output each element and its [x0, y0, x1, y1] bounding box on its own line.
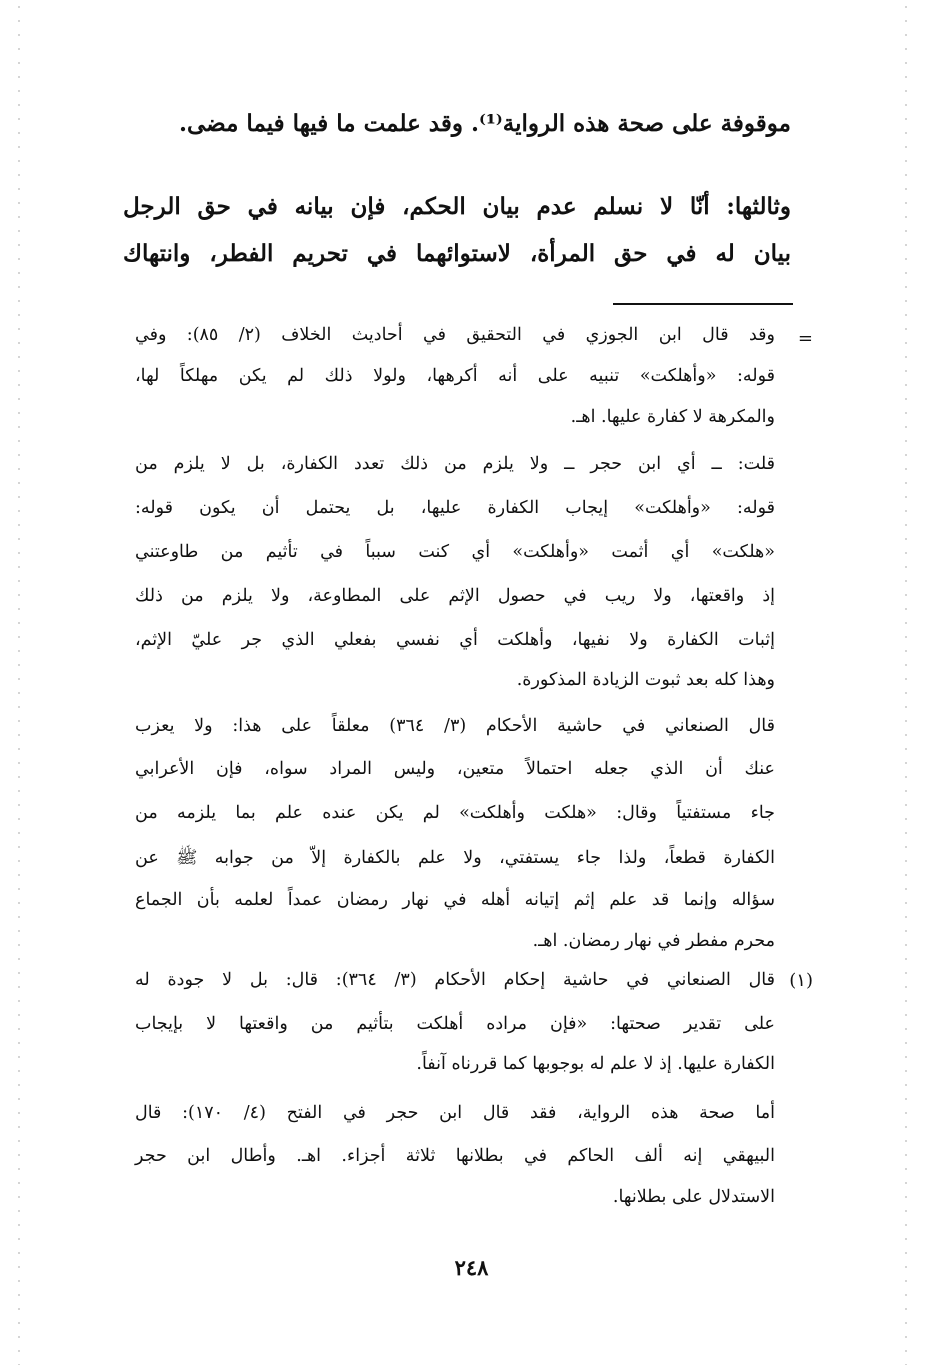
footnote-1-line: قال الصنعاني في حاشية إحكام الأحكام (٣/ ٣٦٤): قال: بل لا جودة له: [135, 970, 775, 990]
footnote-line: قلت: ــ أي ابن حجر ــ ولا يلزم من ذلك تعدد الكفارة، بل لا يلزم من: [135, 454, 775, 474]
footnote-line: قوله: «وأهلكت» إيجاب الكفارة عليها، بل يحتمل أن يكون قوله:: [135, 498, 775, 518]
footnote-1-line: الكفارة عليها. إذ لا علم له بوجوبها كما قررناه آنفاً.: [416, 1054, 775, 1074]
footnote-1-marker: (١): [789, 970, 813, 991]
footnote-line: الكفارة قطعاً، ولذا جاء يستفتي، ولا علم بالكفارة إلاّ من جوابه ﷺ عن: [135, 848, 775, 868]
footnote-line: وقد قال ابن الجوزي في التحقيق في أحاديث الخلاف (٢/ ٨٥): وفي: [135, 325, 775, 345]
main-text-line: بيان له في حق المرأة، لاستوائهما في تحريم الفطر، وانتهاك: [123, 240, 791, 267]
main-text-line: موقوفة على صحة هذه الرواية⁽¹⁾. وقد علمت ما فيها فيما مضى.: [178, 110, 791, 137]
footnote-1-line: الاستدلال على بطلانها.: [612, 1187, 775, 1207]
footnote-line: والمكرهة لا كفارة عليها. اهـ.: [570, 407, 775, 427]
footnote-continuation-marker: =: [797, 328, 813, 349]
footnote-separator: [613, 303, 793, 305]
footnote-line: قوله: «وأهلكت» تنبيه على أنه أكرهها، ولولا ذلك لم يكن مهلكاً لها،: [135, 366, 775, 386]
page-number: ٢٤٨: [454, 1255, 489, 1280]
main-text-line: وثالثها: أنّا لا نسلم عدم بيان الحكم، فإن بيانه في حق الرجل: [123, 193, 791, 220]
footnote-line: وهذا كله بعد ثبوت الزيادة المذكورة.: [516, 670, 775, 690]
footnote-1-line: على تقدير صحتها: «فإن مراده أهلكت بتأثيم من واقعتها لا بإيجاب: [135, 1014, 775, 1034]
footnote-line: إذ واقعتها، ولا ريب في حصول الإثم على المطاوعة، ولا يلزم من ذلك: [135, 586, 775, 606]
scan-edge-left: [18, 0, 20, 1365]
footnote-line: إثبات الكفارة ولا نفيها، وأهلكت أي نفسي بفعلي الذي جر عليّ الإثم،: [135, 630, 775, 650]
footnote-line: سؤاله وإنما قد علم إثم إتيانه أهله في نهار رمضان عمداً لعلمه بأن الجماع: [135, 890, 775, 910]
footnote-line: عنك أن الذي جعله احتمالاً متعين، وليس المراد سواه، فإن الأعرابي: [135, 759, 775, 779]
footnote-line: «هلكت» أي أثمت «وأهلكت» أي كنت سبباً في تأثيم من طاوعتني: [135, 542, 775, 562]
footnote-line: محرم مفطر في نهار رمضان. اهـ.: [532, 931, 775, 951]
footnote-1-line: أما صحة هذه الرواية، فقد قال ابن حجر في الفتح (٤/ ١٧٠): قال: [135, 1103, 775, 1123]
footnote-1-line: البيهقي إنه ألف الحاكم في بطلانها ثلاثة أجزاء. اهـ. وأطال ابن حجر: [135, 1146, 775, 1166]
scan-edge-right: [905, 0, 907, 1365]
footnote-line: جاء مستفتياً وقال: «هلكت وأهلكت» لم يكن عنده علم بما يلزمه من: [135, 803, 775, 823]
footnote-line: قال الصنعاني في حاشية الأحكام (٣/ ٣٦٤) معلقاً على هذا: ولا يعزب: [135, 716, 775, 736]
